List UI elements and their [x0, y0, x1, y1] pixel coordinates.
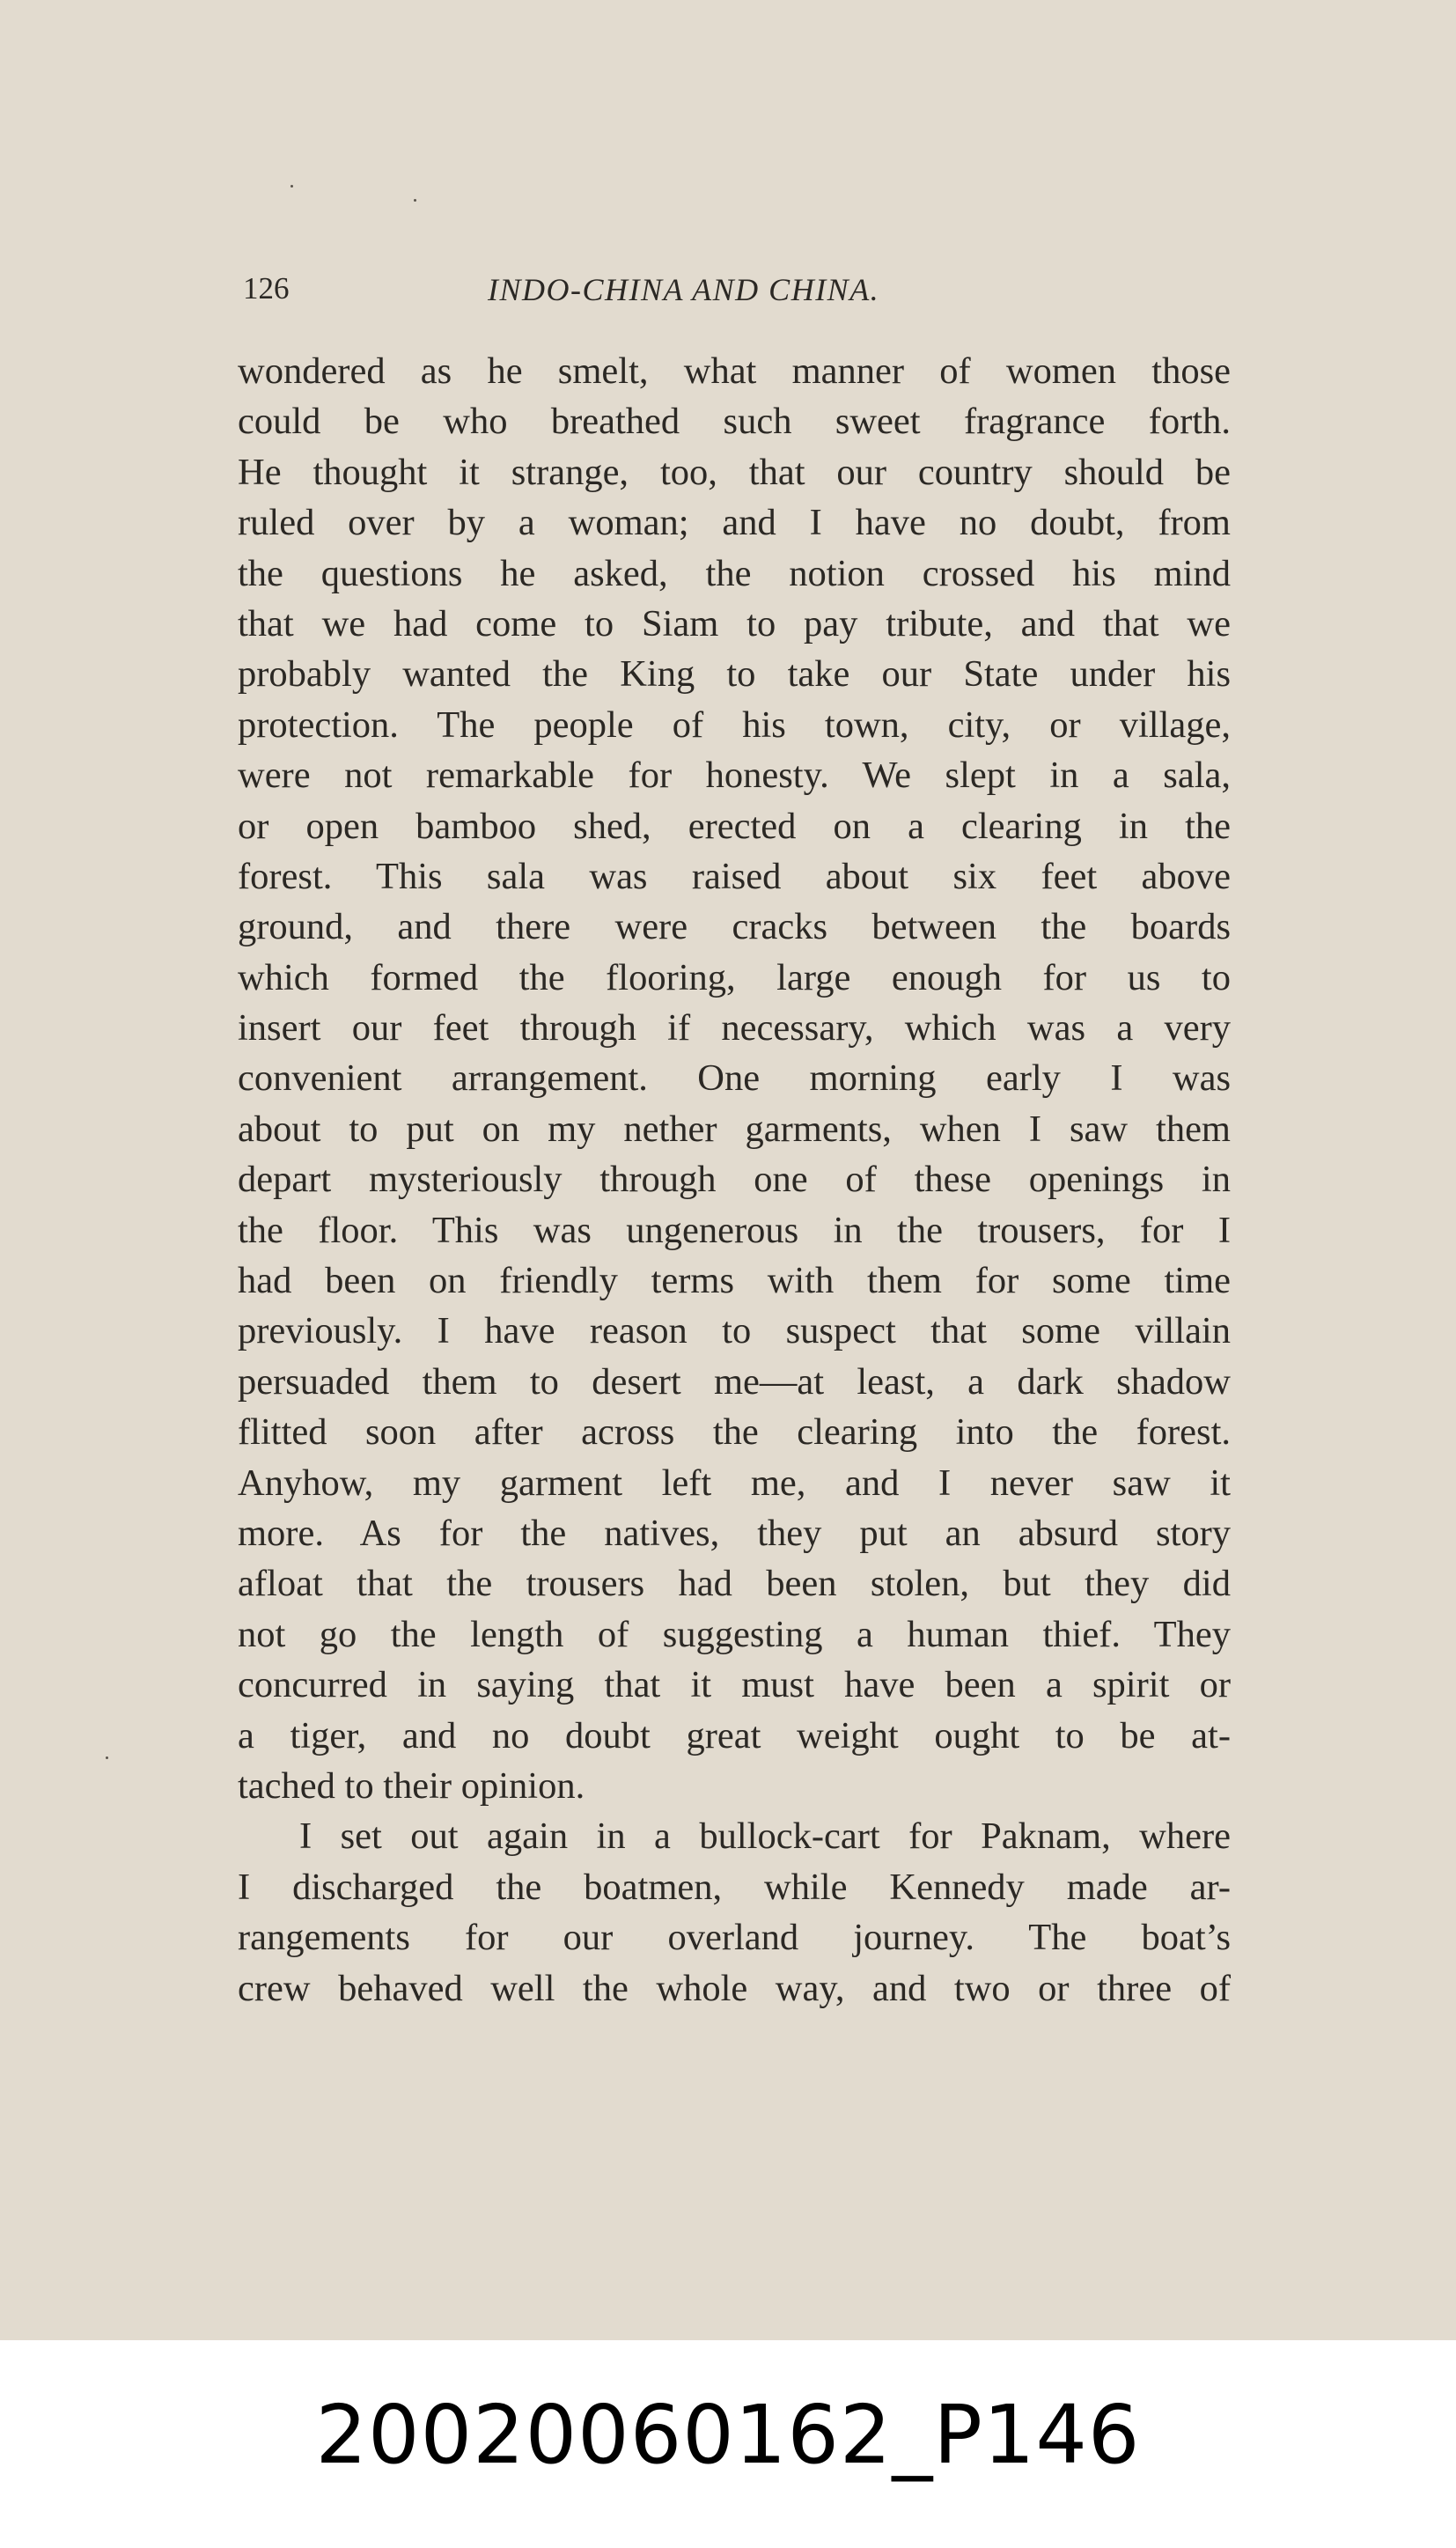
text-line: were not remarkable for honesty. We slept in a sala, [238, 755, 1231, 797]
paragraph [238, 346, 1231, 1811]
text-line: insert our feet through if necessary, which was a very [238, 1007, 1231, 1049]
text-line: He thought it strange, too, that our country should be [238, 451, 1231, 493]
text-line: protection. The people of his town, city, or village, [238, 703, 1231, 746]
image-caption: 20020060162_P146 [315, 2388, 1141, 2482]
text-line: persuaded them to desert me—at least, a dark shadow [238, 1360, 1231, 1403]
text-line: I discharged the boatmen, while Kennedy made ar- [238, 1866, 1231, 1908]
paper-speck [414, 199, 416, 202]
text-line: ground, and there were cracks between the boards [238, 906, 1231, 948]
text-line: flitted soon after across the clearing into the forest. [238, 1411, 1231, 1454]
text-line: depart mysteriously through one of these openings in [238, 1159, 1231, 1201]
text-line: concurred in saying that it must have been a spirit or [238, 1664, 1231, 1706]
running-head: INDO-CHINA AND CHINA. [488, 272, 880, 307]
text-line: about to put on my nether garments, when I saw them [238, 1108, 1231, 1150]
paragraph [238, 1811, 1231, 2014]
text-line: a tiger, and no doubt great weight ought to be at- [238, 1714, 1231, 1756]
text-line: afloat that the trousers had been stolen, but they did [238, 1563, 1231, 1605]
text-line: the floor. This was ungenerous in the trousers, for I [238, 1209, 1231, 1251]
text-line: had been on friendly terms with them for some time [238, 1260, 1231, 1302]
text-line: more. As for the natives, they put an absurd story [238, 1512, 1231, 1554]
body-text [238, 346, 1231, 2014]
text-line: or open bamboo shed, erected on a clearing in the [238, 805, 1231, 847]
text-line: probably wanted the King to take our State under his [238, 653, 1231, 696]
text-line: Anyhow, my garment left me, and I never saw it [238, 1462, 1231, 1504]
text-line: ruled over by a woman; and I have no doubt, from [238, 502, 1231, 544]
page-header [243, 271, 1229, 310]
paper-speck [106, 1756, 108, 1759]
text-line: rangements for our overland journey. The boat’s [238, 1917, 1231, 1959]
text-line: wondered as he smelt, what manner of women those [238, 350, 1231, 392]
text-line: not go the length of suggesting a human thief. They [238, 1613, 1231, 1655]
text-line: convenient arrangement. One morning early I was [238, 1057, 1231, 1100]
text-line: I set out again in a bullock-cart for Paknam, where [299, 1815, 1231, 1858]
text-line: the questions he asked, the notion crossed his mind [238, 552, 1231, 594]
text-line: could be who breathed such sweet fragrance forth. [238, 401, 1231, 443]
text-line: which formed the flooring, large enough for us to [238, 956, 1231, 998]
page-number: 126 [243, 271, 290, 306]
text-line: crew behaved well the whole way, and two or three of [238, 1967, 1231, 2009]
paper-speck [290, 185, 293, 188]
text-line: tached to their opinion. [238, 1764, 585, 1807]
text-line: previously. I have reason to suspect that some villain [238, 1310, 1231, 1352]
text-line: that we had come to Siam to pay tribute, and that we [238, 602, 1231, 644]
text-line: forest. This sala was raised about six feet above [238, 855, 1231, 897]
